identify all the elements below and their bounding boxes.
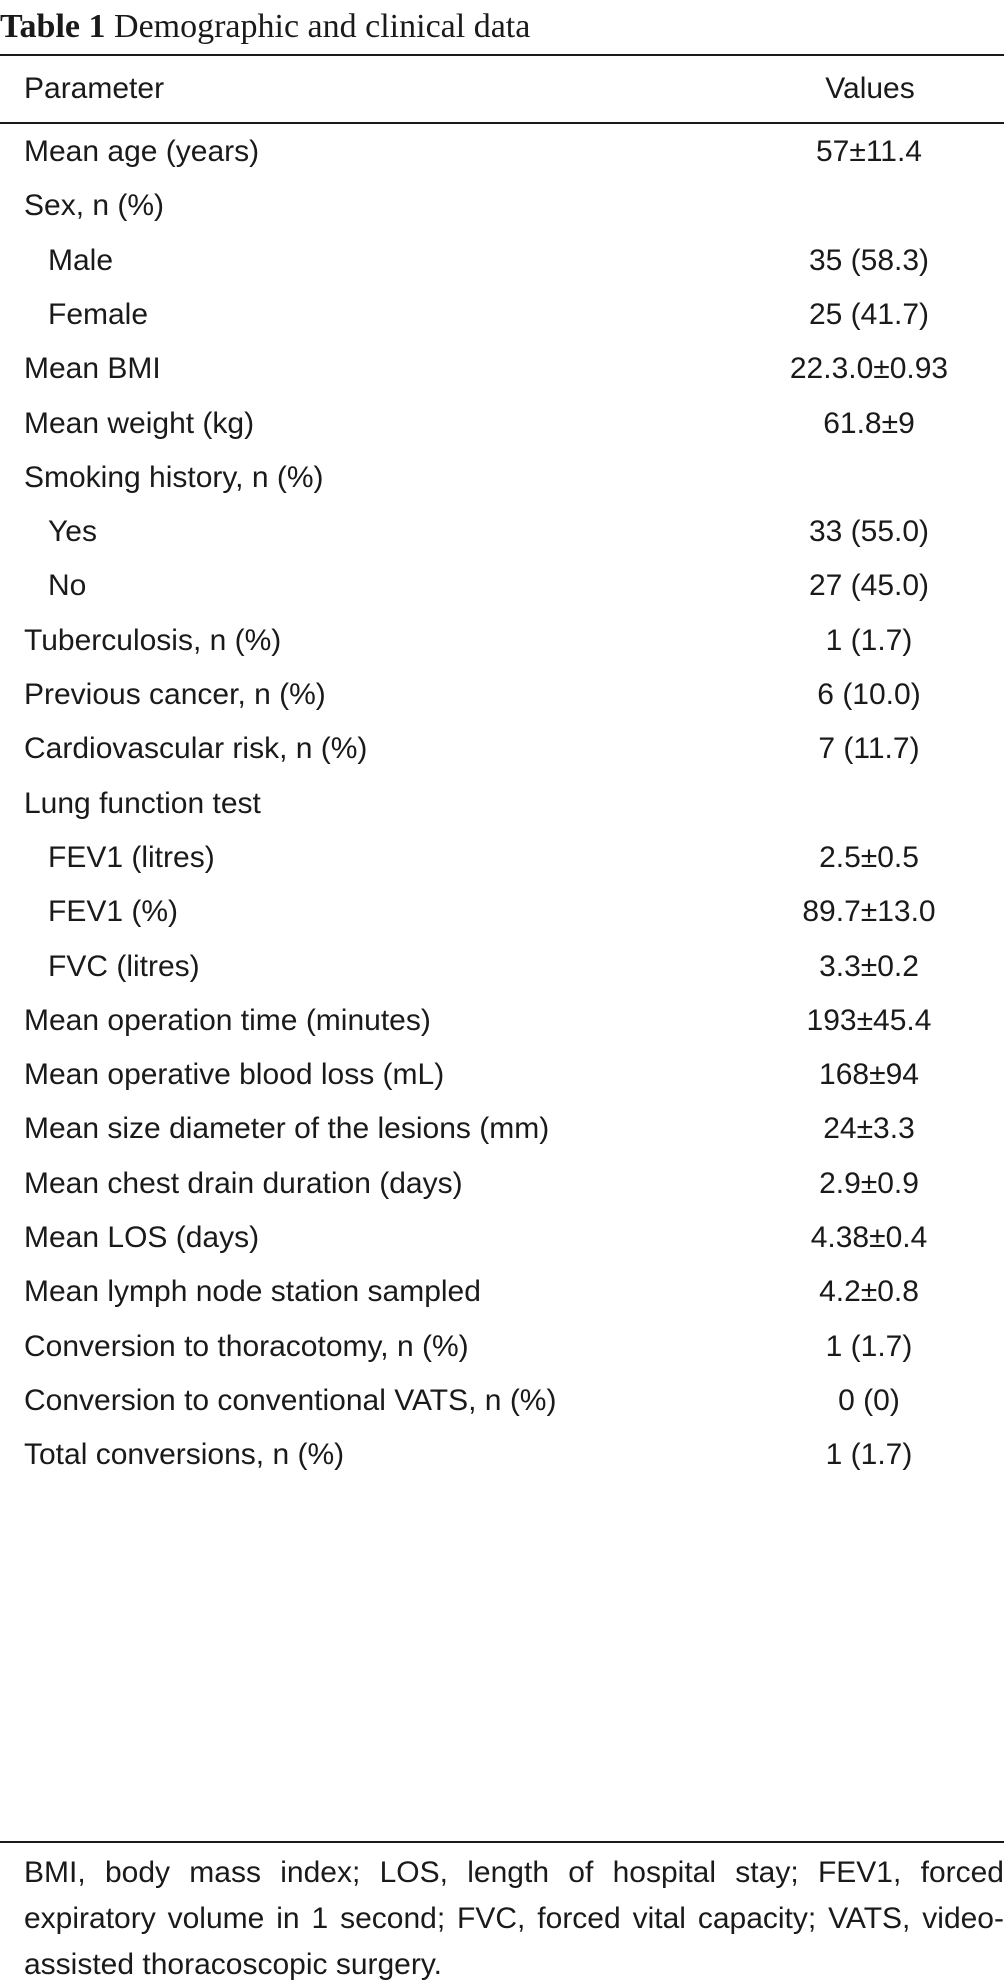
table-bottom-rule bbox=[0, 1841, 1004, 1843]
row-value: 27 (45.0) bbox=[808, 569, 930, 603]
row-value: 1 (1.7) bbox=[825, 1438, 913, 1472]
table-footnote: BMI, body mass index; LOS, length of hospital stay; FEV1, forced expiratory volume in 1 second; FVC, forced vital capacity; VATS, video-assisted thoracoscopic surgery. bbox=[24, 1856, 1004, 1981]
row-parameter: FVC (litres) bbox=[48, 949, 200, 983]
row-value: 0 (0) bbox=[838, 1383, 900, 1417]
row-parameter: Lung function test bbox=[24, 786, 261, 820]
table-header-row bbox=[0, 56, 1004, 122]
row-value: 3.3±0.2 bbox=[819, 949, 919, 983]
row-value: 89.7±13.0 bbox=[802, 895, 936, 929]
row-parameter: Mean operative blood loss (mL) bbox=[24, 1058, 445, 1092]
row-value: 22.3.0±0.93 bbox=[789, 352, 949, 386]
row-value: 25 (41.7) bbox=[808, 297, 930, 331]
row-parameter: Mean LOS (days) bbox=[24, 1221, 260, 1254]
row-parameter: FEV1 (litres) bbox=[48, 840, 215, 874]
row-parameter: Mean lymph node station sampled bbox=[24, 1275, 481, 1309]
row-value: 2.5±0.5 bbox=[819, 840, 919, 874]
row-parameter: Yes bbox=[48, 515, 97, 549]
row-value: 1 (1.7) bbox=[825, 623, 913, 657]
row-value: 61.8±9 bbox=[823, 406, 915, 440]
row-parameter: Male bbox=[48, 243, 114, 277]
row-parameter: Total conversions, n (%) bbox=[24, 1438, 345, 1472]
row-parameter: No bbox=[48, 569, 87, 603]
row-value: 1 (1.7) bbox=[825, 1329, 913, 1363]
header-parameter: Parameter bbox=[24, 72, 165, 105]
row-value: 193±45.4 bbox=[806, 1003, 932, 1037]
row-parameter: Mean age (years) bbox=[24, 135, 260, 168]
table-caption bbox=[0, 6, 1004, 48]
row-value: 168±94 bbox=[819, 1058, 919, 1092]
row-value: 57±11.4 bbox=[816, 135, 922, 168]
row-value: 4.38±0.4 bbox=[810, 1221, 928, 1254]
row-value: 4.2±0.8 bbox=[819, 1275, 919, 1309]
row-parameter: Conversion to conventional VATS, n (%) bbox=[24, 1383, 557, 1417]
table-row bbox=[0, 1420, 1004, 1489]
table-caption-label: Table 1 bbox=[0, 8, 106, 45]
row-parameter: Conversion to thoracotomy, n (%) bbox=[24, 1329, 469, 1363]
row-value: 6 (10.0) bbox=[817, 678, 921, 711]
row-parameter: Mean chest drain duration (days) bbox=[24, 1166, 463, 1200]
header-values: Values bbox=[825, 72, 915, 105]
row-parameter: Female bbox=[48, 297, 149, 331]
row-parameter: Smoking history, n (%) bbox=[24, 460, 324, 494]
row-value: 35 (58.3) bbox=[808, 243, 930, 277]
row-parameter: Mean BMI bbox=[24, 352, 161, 386]
row-parameter: FEV1 (%) bbox=[48, 895, 179, 929]
row-parameter: Mean operation time (minutes) bbox=[24, 1003, 431, 1037]
row-value: 7 (11.7) bbox=[818, 732, 920, 766]
row-value: 2.9±0.9 bbox=[819, 1166, 919, 1200]
row-value: 33 (55.0) bbox=[808, 515, 930, 549]
row-parameter: Mean weight (kg) bbox=[24, 406, 255, 440]
row-parameter: Sex, n (%) bbox=[24, 189, 165, 223]
row-parameter: Previous cancer, n (%) bbox=[24, 678, 326, 711]
table-caption-title: Demographic and clinical data bbox=[114, 8, 531, 45]
row-parameter: Tuberculosis, n (%) bbox=[24, 623, 282, 657]
row-parameter: Mean size diameter of the lesions (mm) bbox=[24, 1112, 550, 1146]
row-value: 24±3.3 bbox=[823, 1112, 915, 1146]
row-parameter: Cardiovascular risk, n (%) bbox=[24, 732, 368, 766]
